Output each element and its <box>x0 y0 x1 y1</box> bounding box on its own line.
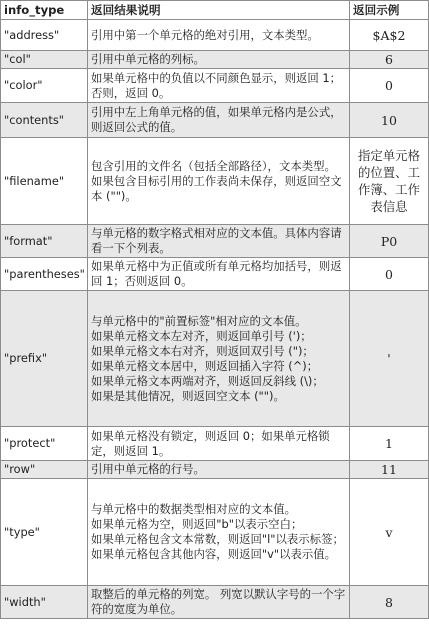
example-cell: $A$2 <box>350 20 429 51</box>
info-type-cell: "type" <box>1 479 88 586</box>
info-type-cell: "row" <box>1 461 88 479</box>
table-body <box>1 20 429 619</box>
example-cell: v <box>350 479 429 586</box>
table-row <box>1 461 429 479</box>
description-cell <box>88 225 350 258</box>
table-row <box>1 138 429 225</box>
description-cell <box>88 479 350 586</box>
table-row <box>1 103 429 138</box>
description-line: 如果单元格没有锁定，则返回 0；如果单元格锁定，则返回 1。 <box>91 428 330 458</box>
info-type-cell: "format" <box>1 225 88 258</box>
header-description: 返回结果说明 <box>88 1 350 20</box>
description-line: 如果单元格为空，则返回"b"以表示空白； <box>91 517 303 531</box>
table-row <box>1 258 429 291</box>
info-type-cell: "filename" <box>1 138 88 225</box>
description-cell <box>88 51 350 69</box>
info-type-cell: "contents" <box>1 103 88 138</box>
description-line: 取整后的单元格的列宽。 列宽以默认字号的一个字符的宽度为单位。 <box>91 587 346 616</box>
description-line: 如果单元格中为正值或所有单元格均加括号，则返回 1；否则返回 0。 <box>91 259 342 288</box>
table-row <box>1 20 429 51</box>
info-type-cell: "width" <box>1 586 88 619</box>
header-info-type: info_type <box>1 1 88 20</box>
example-cell: ' <box>350 291 429 427</box>
example-cell: P0 <box>350 225 429 258</box>
table-row <box>1 427 429 461</box>
description-cell <box>88 103 350 138</box>
example-cell: 6 <box>350 51 429 69</box>
example-cell: 0 <box>350 258 429 291</box>
info-type-cell: "color" <box>1 69 88 103</box>
info-type-cell: "protect" <box>1 427 88 461</box>
table-row <box>1 291 429 427</box>
description-line: 包含引用的文件名（包括全部路径），文本类型。 如果包含目标引用的工作表尚未保存，则返回空文本 ("")。 <box>91 158 342 203</box>
example-cell: 8 <box>350 586 429 619</box>
table-row <box>1 225 429 258</box>
info-type-cell: "address" <box>1 20 88 51</box>
table-row <box>1 586 429 619</box>
header-example: 返回示例 <box>350 1 429 20</box>
description-line: 如果是其他情况，则返回空文本 ("")。 <box>91 388 285 403</box>
example-cell: 11 <box>350 461 429 479</box>
description-line: 与单元格中的数据类型相对应的文本值。 <box>91 502 297 516</box>
info-type-cell: "prefix" <box>1 291 88 427</box>
description-line: 引用中单元格的列标。 <box>91 52 205 66</box>
description-line: 如果单元格文本两端对齐，则返回反斜线 (\)； <box>91 373 324 388</box>
description-line: 引用中单元格的行号。 <box>91 462 205 476</box>
description-cell <box>88 461 350 479</box>
header-row <box>1 1 429 20</box>
example-cell: 指定单元格的位置、工作簿、工作表信息 <box>350 138 429 225</box>
info-type-cell: "col" <box>1 51 88 69</box>
description-line: 如果单元格文本居中，则返回插入字符 (^)； <box>91 358 319 373</box>
description-line: 引用中第一个单元格的绝对引用，文本类型。 <box>91 27 319 42</box>
description-line: 如果单元格文本右对齐，则返回双引号 (")； <box>91 343 314 358</box>
description-line: 如果单元格包含其他内容，则返回"v"以表示值。 <box>91 547 337 561</box>
description-line: 如果单元格包含文本常数，则返回"l"以表示标签； <box>91 532 344 546</box>
description-line: 引用中左上角单元格的值，如果单元格内是公式，则返回公式的值。 <box>91 105 342 134</box>
description-cell <box>88 20 350 51</box>
description-cell <box>88 291 350 427</box>
example-cell: 1 <box>350 427 429 461</box>
example-cell: 0 <box>350 69 429 103</box>
description-line: 如果单元格中的负值以不同颜色显示，则返回 1；否则，返回 0。 <box>91 70 342 100</box>
description-line: 与单元格中的"前置标签"相对应的文本值。 <box>91 313 307 328</box>
description-line: 与单元格的数字格式相对应的文本值。具体内容请看一下个列表。 <box>91 226 342 255</box>
table-row <box>1 69 429 103</box>
description-line: 如果单元格文本左对齐，则返回单引号 (')； <box>91 328 312 343</box>
description-cell <box>88 586 350 619</box>
description-cell <box>88 258 350 291</box>
table-row <box>1 51 429 69</box>
info-type-cell: "parentheses" <box>1 258 88 291</box>
description-cell <box>88 138 350 225</box>
description-cell <box>88 69 350 103</box>
description-cell <box>88 427 350 461</box>
table-row <box>1 479 429 586</box>
example-cell: 10 <box>350 103 429 138</box>
